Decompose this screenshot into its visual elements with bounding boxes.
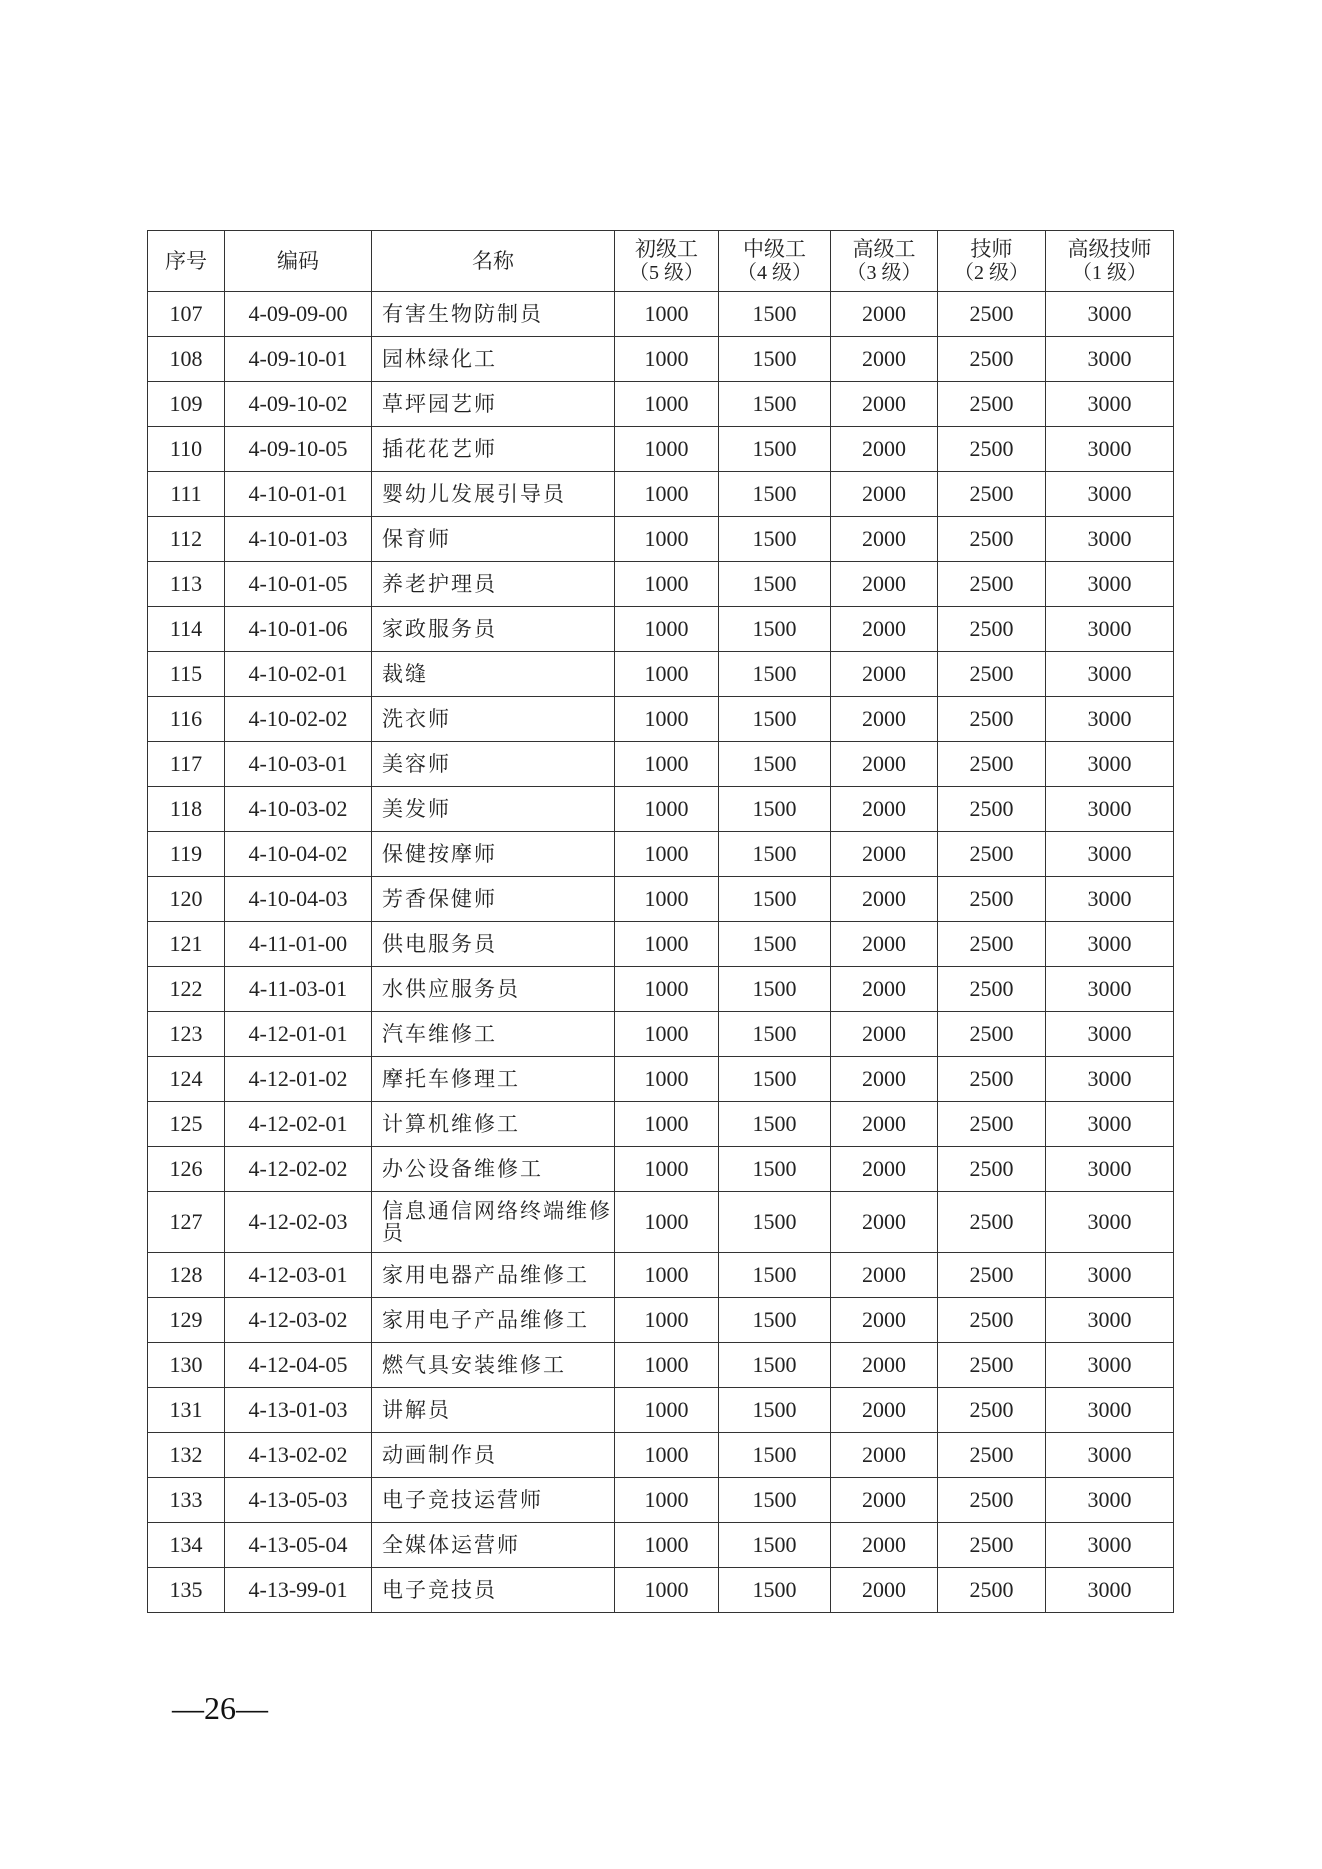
table-row [148,1523,1174,1568]
table-row [148,832,1174,877]
table-row [148,1388,1174,1433]
cell-level-5: 1000 [615,832,719,877]
cell-level-5: 1000 [615,1147,719,1192]
cell-level-2: 2500 [938,1147,1046,1192]
cell-level-4: 1500 [719,1012,831,1057]
cell-level-3: 2000 [831,1568,938,1613]
cell-level-5: 1000 [615,292,719,337]
header-name: 名称 [372,231,615,292]
cell-code: 4-12-01-01 [225,1012,372,1057]
cell-level-2: 2500 [938,1433,1046,1478]
header-code: 编码 [225,231,372,292]
cell-code: 4-10-01-03 [225,517,372,562]
cell-level-3: 2000 [831,1523,938,1568]
cell-level-1: 3000 [1046,1343,1174,1388]
table-row [148,1057,1174,1102]
cell-level-3: 2000 [831,1478,938,1523]
cell-code: 4-13-05-03 [225,1478,372,1523]
cell-level-1: 3000 [1046,1298,1174,1343]
cell-level-1: 3000 [1046,967,1174,1012]
header-level-1-sub: （1 级） [1072,261,1147,284]
cell-index: 134 [148,1523,225,1568]
table-header [148,231,1174,292]
cell-code: 4-10-02-01 [225,652,372,697]
cell-level-4: 1500 [719,1102,831,1147]
cell-code: 4-10-01-01 [225,472,372,517]
cell-index: 123 [148,1012,225,1057]
cell-level-4: 1500 [719,1433,831,1478]
cell-level-2: 2500 [938,562,1046,607]
cell-index: 109 [148,382,225,427]
table-row [148,967,1174,1012]
cell-code: 4-12-02-02 [225,1147,372,1192]
cell-code: 4-09-10-02 [225,382,372,427]
cell-level-2: 2500 [938,1388,1046,1433]
cell-level-4: 1500 [719,1057,831,1102]
cell-level-5: 1000 [615,1298,719,1343]
cell-level-4: 1500 [719,877,831,922]
cell-level-4: 1500 [719,427,831,472]
cell-level-2: 2500 [938,787,1046,832]
cell-level-1: 3000 [1046,1388,1174,1433]
cell-level-5: 1000 [615,1388,719,1433]
cell-level-5: 1000 [615,1343,719,1388]
cell-level-1: 3000 [1046,607,1174,652]
cell-name: 裁缝 [372,652,615,697]
cell-level-5: 1000 [615,427,719,472]
cell-name: 保育师 [372,517,615,562]
cell-level-4: 1500 [719,1478,831,1523]
table-row [148,1343,1174,1388]
cell-code: 4-13-99-01 [225,1568,372,1613]
header-level-3 [831,231,938,292]
cell-index: 120 [148,877,225,922]
cell-level-4: 1500 [719,607,831,652]
cell-level-5: 1000 [615,337,719,382]
cell-level-3: 2000 [831,517,938,562]
cell-name: 美发师 [372,787,615,832]
cell-name: 汽车维修工 [372,1012,615,1057]
cell-index: 125 [148,1102,225,1147]
cell-level-2: 2500 [938,382,1046,427]
cell-code: 4-12-03-01 [225,1253,372,1298]
cell-level-1: 3000 [1046,1478,1174,1523]
cell-level-4: 1500 [719,1298,831,1343]
cell-level-5: 1000 [615,607,719,652]
cell-level-2: 2500 [938,607,1046,652]
table-row [148,787,1174,832]
cell-level-4: 1500 [719,787,831,832]
cell-level-4: 1500 [719,697,831,742]
cell-index: 116 [148,697,225,742]
cell-index: 111 [148,472,225,517]
cell-level-5: 1000 [615,1102,719,1147]
cell-level-5: 1000 [615,1057,719,1102]
cell-name: 水供应服务员 [372,967,615,1012]
cell-level-2: 2500 [938,1102,1046,1147]
cell-index: 126 [148,1147,225,1192]
cell-level-3: 2000 [831,1253,938,1298]
cell-level-1: 3000 [1046,1192,1174,1253]
cell-level-5: 1000 [615,652,719,697]
table-row [148,1568,1174,1613]
cell-level-1: 3000 [1046,337,1174,382]
cell-level-5: 1000 [615,1253,719,1298]
cell-index: 112 [148,517,225,562]
table-row [148,472,1174,517]
cell-level-3: 2000 [831,382,938,427]
cell-name: 有害生物防制员 [372,292,615,337]
cell-name: 婴幼儿发展引导员 [372,472,615,517]
cell-code: 4-09-09-00 [225,292,372,337]
cell-level-2: 2500 [938,292,1046,337]
cell-level-2: 2500 [938,1568,1046,1613]
cell-level-3: 2000 [831,1057,938,1102]
header-level-1-title: 高级技师 [1067,237,1152,262]
cell-level-3: 2000 [831,1388,938,1433]
cell-level-5: 1000 [615,967,719,1012]
cell-index: 107 [148,292,225,337]
cell-level-3: 2000 [831,1102,938,1147]
cell-level-4: 1500 [719,832,831,877]
cell-index: 127 [148,1192,225,1253]
cell-level-2: 2500 [938,517,1046,562]
cell-level-5: 1000 [615,1433,719,1478]
cell-index: 128 [148,1253,225,1298]
cell-index: 131 [148,1388,225,1433]
table-row [148,292,1174,337]
cell-level-2: 2500 [938,967,1046,1012]
cell-level-1: 3000 [1046,517,1174,562]
cell-index: 124 [148,1057,225,1102]
table-row [148,742,1174,787]
cell-level-3: 2000 [831,292,938,337]
cell-level-2: 2500 [938,1253,1046,1298]
header-level-4-title: 中级工 [743,237,806,262]
cell-level-4: 1500 [719,472,831,517]
cell-level-5: 1000 [615,787,719,832]
cell-level-3: 2000 [831,337,938,382]
table-row [148,607,1174,652]
cell-level-4: 1500 [719,922,831,967]
cell-level-4: 1500 [719,1523,831,1568]
cell-level-1: 3000 [1046,652,1174,697]
cell-name: 电子竞技员 [372,1568,615,1613]
page-number: —26— [172,1690,268,1726]
cell-code: 4-13-01-03 [225,1388,372,1433]
table-row [148,427,1174,472]
table-row [148,1192,1174,1253]
cell-level-2: 2500 [938,472,1046,517]
cell-level-1: 3000 [1046,697,1174,742]
cell-index: 119 [148,832,225,877]
cell-index: 115 [148,652,225,697]
cell-level-5: 1000 [615,562,719,607]
cell-level-3: 2000 [831,742,938,787]
cell-name: 草坪园艺师 [372,382,615,427]
cell-level-1: 3000 [1046,922,1174,967]
cell-code: 4-09-10-05 [225,427,372,472]
cell-name: 美容师 [372,742,615,787]
cell-level-5: 1000 [615,877,719,922]
cell-level-3: 2000 [831,1192,938,1253]
table-row [148,1012,1174,1057]
cell-level-1: 3000 [1046,1057,1174,1102]
cell-index: 114 [148,607,225,652]
table-row [148,1298,1174,1343]
header-level-1 [1046,231,1174,292]
cell-level-2: 2500 [938,697,1046,742]
header-level-5-sub: （5 级） [629,261,704,284]
table-row [148,1433,1174,1478]
cell-index: 118 [148,787,225,832]
table-row [148,877,1174,922]
cell-level-2: 2500 [938,1192,1046,1253]
cell-level-5: 1000 [615,472,719,517]
cell-index: 132 [148,1433,225,1478]
cell-name: 保健按摩师 [372,832,615,877]
cell-level-2: 2500 [938,877,1046,922]
cell-level-5: 1000 [615,742,719,787]
table-row [148,922,1174,967]
cell-code: 4-10-04-03 [225,877,372,922]
header-level-4-sub: （4 级） [737,261,812,284]
cell-level-3: 2000 [831,1298,938,1343]
cell-level-1: 3000 [1046,1012,1174,1057]
cell-level-1: 3000 [1046,382,1174,427]
cell-code: 4-12-04-05 [225,1343,372,1388]
cell-level-2: 2500 [938,1298,1046,1343]
cell-name: 全媒体运营师 [372,1523,615,1568]
cell-level-3: 2000 [831,1343,938,1388]
cell-level-2: 2500 [938,427,1046,472]
cell-level-1: 3000 [1046,1102,1174,1147]
cell-name: 养老护理员 [372,562,615,607]
cell-level-3: 2000 [831,562,938,607]
cell-level-4: 1500 [719,292,831,337]
cell-level-4: 1500 [719,517,831,562]
cell-level-4: 1500 [719,967,831,1012]
header-level-3-sub: （3 级） [846,261,922,284]
cell-level-5: 1000 [615,1523,719,1568]
cell-level-1: 3000 [1046,562,1174,607]
cell-code: 4-12-02-03 [225,1192,372,1253]
cell-name: 家用电子产品维修工 [372,1298,615,1343]
cell-index: 117 [148,742,225,787]
cell-level-3: 2000 [831,1147,938,1192]
cell-level-1: 3000 [1046,1253,1174,1298]
cell-index: 133 [148,1478,225,1523]
cell-level-1: 3000 [1046,1523,1174,1568]
cell-level-4: 1500 [719,652,831,697]
cell-level-5: 1000 [615,697,719,742]
cell-level-4: 1500 [719,1343,831,1388]
cell-level-3: 2000 [831,1012,938,1057]
cell-level-5: 1000 [615,922,719,967]
cell-level-1: 3000 [1046,1433,1174,1478]
cell-name: 家用电器产品维修工 [372,1253,615,1298]
header-row [148,231,1174,292]
cell-level-5: 1000 [615,1012,719,1057]
subsidy-table [147,230,1174,1613]
cell-code: 4-10-01-06 [225,607,372,652]
cell-level-4: 1500 [719,1192,831,1253]
header-level-2-sub: （2 级） [954,261,1029,284]
table-row [148,1253,1174,1298]
cell-name: 芳香保健师 [372,877,615,922]
cell-code: 4-10-04-02 [225,832,372,877]
cell-name: 讲解员 [372,1388,615,1433]
cell-name: 动画制作员 [372,1433,615,1478]
cell-level-3: 2000 [831,787,938,832]
cell-level-3: 2000 [831,472,938,517]
table-row [148,1102,1174,1147]
cell-level-2: 2500 [938,832,1046,877]
cell-level-1: 3000 [1046,292,1174,337]
table-row [148,517,1174,562]
cell-name: 燃气具安装维修工 [372,1343,615,1388]
cell-name: 信息通信网络终端维修员 [372,1192,615,1253]
cell-code: 4-09-10-01 [225,337,372,382]
header-level-3-title: 高级工 [852,237,916,262]
cell-name: 家政服务员 [372,607,615,652]
cell-level-2: 2500 [938,337,1046,382]
cell-index: 113 [148,562,225,607]
cell-code: 4-13-05-04 [225,1523,372,1568]
cell-level-4: 1500 [719,1253,831,1298]
cell-code: 4-10-03-02 [225,787,372,832]
cell-level-2: 2500 [938,1523,1046,1568]
cell-level-5: 1000 [615,1192,719,1253]
table-row [148,1478,1174,1523]
cell-level-2: 2500 [938,1012,1046,1057]
cell-level-1: 3000 [1046,1568,1174,1613]
header-idx: 序号 [148,231,225,292]
cell-level-3: 2000 [831,652,938,697]
cell-level-3: 2000 [831,877,938,922]
cell-level-1: 3000 [1046,832,1174,877]
cell-level-3: 2000 [831,697,938,742]
cell-level-4: 1500 [719,337,831,382]
cell-level-1: 3000 [1046,427,1174,472]
cell-code: 4-12-02-01 [225,1102,372,1147]
cell-level-4: 1500 [719,562,831,607]
header-level-2 [938,231,1046,292]
cell-name: 摩托车修理工 [372,1057,615,1102]
cell-code: 4-10-02-02 [225,697,372,742]
table-body [148,292,1174,1613]
cell-code: 4-10-01-05 [225,562,372,607]
cell-level-4: 1500 [719,1147,831,1192]
table-row [148,697,1174,742]
cell-level-2: 2500 [938,922,1046,967]
cell-code: 4-11-03-01 [225,967,372,1012]
cell-index: 130 [148,1343,225,1388]
table-row [148,337,1174,382]
cell-index: 108 [148,337,225,382]
cell-level-4: 1500 [719,1388,831,1433]
cell-level-3: 2000 [831,832,938,877]
cell-name: 办公设备维修工 [372,1147,615,1192]
table-row [148,562,1174,607]
cell-code: 4-12-01-02 [225,1057,372,1102]
cell-index: 110 [148,427,225,472]
cell-level-1: 3000 [1046,787,1174,832]
cell-code: 4-12-03-02 [225,1298,372,1343]
header-level-2-title: 技师 [970,237,1013,262]
cell-name: 供电服务员 [372,922,615,967]
cell-level-2: 2500 [938,1343,1046,1388]
cell-level-3: 2000 [831,1433,938,1478]
cell-level-1: 3000 [1046,877,1174,922]
cell-name: 洗衣师 [372,697,615,742]
table-row [148,382,1174,427]
cell-level-5: 1000 [615,1478,719,1523]
cell-level-5: 1000 [615,1568,719,1613]
cell-index: 122 [148,967,225,1012]
cell-level-3: 2000 [831,922,938,967]
cell-level-4: 1500 [719,382,831,427]
cell-level-3: 2000 [831,607,938,652]
cell-code: 4-10-03-01 [225,742,372,787]
cell-name: 园林绿化工 [372,337,615,382]
cell-index: 121 [148,922,225,967]
cell-name: 电子竞技运营师 [372,1478,615,1523]
cell-level-2: 2500 [938,742,1046,787]
cell-level-2: 2500 [938,1057,1046,1102]
cell-level-5: 1000 [615,382,719,427]
cell-level-2: 2500 [938,652,1046,697]
cell-code: 4-13-02-02 [225,1433,372,1478]
cell-level-5: 1000 [615,517,719,562]
cell-name: 计算机维修工 [372,1102,615,1147]
cell-level-1: 3000 [1046,472,1174,517]
header-level-5-title: 初级工 [635,237,698,262]
cell-level-1: 3000 [1046,742,1174,787]
cell-code: 4-11-01-00 [225,922,372,967]
cell-index: 129 [148,1298,225,1343]
table-row [148,1147,1174,1192]
header-level-5 [615,231,719,292]
cell-level-4: 1500 [719,742,831,787]
cell-level-4: 1500 [719,1568,831,1613]
cell-level-1: 3000 [1046,1147,1174,1192]
cell-index: 135 [148,1568,225,1613]
table-row [148,652,1174,697]
cell-level-3: 2000 [831,967,938,1012]
cell-level-2: 2500 [938,1478,1046,1523]
cell-name: 插花花艺师 [372,427,615,472]
cell-level-3: 2000 [831,427,938,472]
header-level-4 [719,231,831,292]
